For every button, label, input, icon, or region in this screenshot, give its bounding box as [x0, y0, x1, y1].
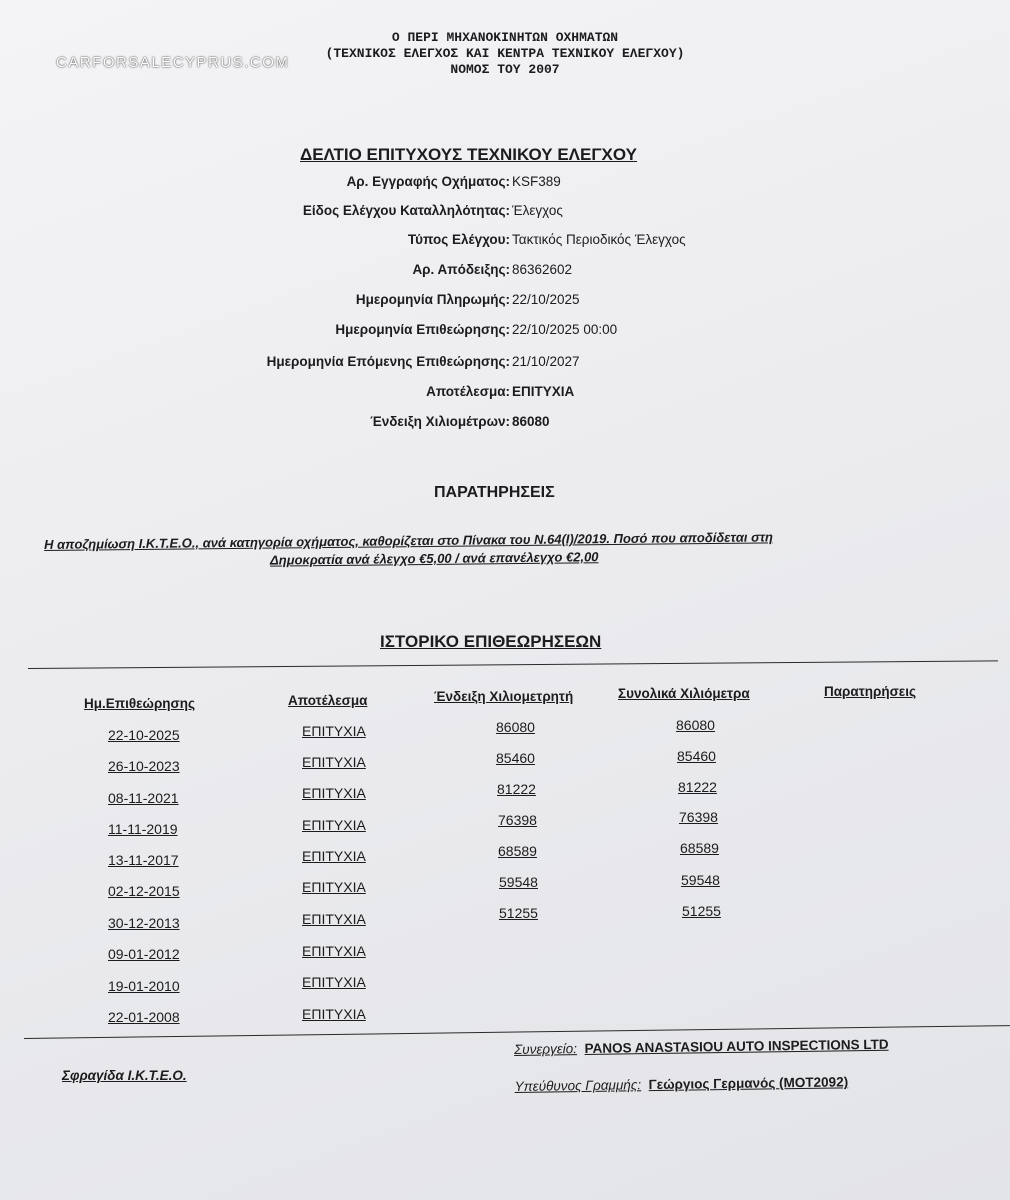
- field-label: Τύπος Ελέγχου:: [407, 232, 510, 247]
- cell-result: ΕΠΙΤΥΧΙΑ: [302, 817, 366, 833]
- column-header: Ένδειξη Χιλιομετρητή: [434, 689, 574, 704]
- fee-notice: [44, 526, 984, 572]
- cell-date: 22-01-2008: [108, 1009, 180, 1025]
- fee-notice-line: Η αποζημίωση Ι.Κ.Τ.Ε.Ο., ανά κατηγορία οχήματος, καθορίζεται στο Πίνακα του Ν.64(Ι)/2019. Ποσό που αποδίδεται στη: [44, 529, 774, 552]
- cell-odometer: 59548: [499, 874, 538, 890]
- cell-total: 86080: [676, 717, 715, 733]
- cell-total: 51255: [682, 903, 721, 919]
- garage-label: Συνεργείο:: [514, 1041, 578, 1057]
- law-header: [280, 30, 730, 78]
- line-manager-name: Γεώργιος Γερμανός (MOT2092): [648, 1074, 849, 1093]
- cell-result: ΕΠΙΤΥΧΙΑ: [302, 848, 366, 864]
- remarks-heading: ΠΑΡΑΤΗΡΗΣΕΙΣ: [434, 484, 555, 501]
- divider: [28, 660, 998, 669]
- cell-odometer: 76398: [498, 812, 537, 828]
- law-header-line: Ο ΠΕΡΙ ΜΗΧΑΝΟΚΙΝΗΤΩΝ ΟΧΗΜΑΤΩΝ: [391, 30, 619, 45]
- cell-date: 13-11-2017: [108, 852, 179, 868]
- field-label: Ημερομηνία Επιθεώρησης:: [335, 322, 510, 337]
- cell-result: ΕΠΙΤΥΧΙΑ: [302, 1006, 366, 1022]
- cell-date: 02-12-2015: [108, 883, 180, 899]
- cell-result: ΕΠΙΤΥΧΙΑ: [302, 879, 366, 895]
- column-header: Παρατηρήσεις: [824, 684, 916, 699]
- cell-total: 76398: [679, 809, 718, 825]
- cell-date: 19-01-2010: [108, 978, 180, 994]
- field-label: Ένδειξη Χιλιομέτρων:: [370, 414, 510, 429]
- cell-odometer: 68589: [498, 843, 537, 859]
- cell-odometer: 86080: [496, 719, 535, 735]
- field-value: 21/10/2027: [512, 354, 580, 369]
- cell-result: ΕΠΙΤΥΧΙΑ: [302, 943, 366, 959]
- field-value: Τακτικός Περιοδικός Έλεγχος: [512, 232, 686, 247]
- watermark: CARFORSALECYPRUS.COM: [56, 54, 290, 71]
- field-value: 86362602: [512, 262, 573, 277]
- inspection-centre-info: [514, 1034, 975, 1096]
- cell-date: 30-12-2013: [108, 915, 180, 931]
- column-header: Αποτέλεσμα: [288, 693, 368, 708]
- cell-total: 59548: [681, 872, 720, 888]
- column-header: Συνολικά Χιλιόμετρα: [618, 686, 750, 701]
- cell-odometer: 81222: [497, 781, 536, 797]
- cell-total: 85460: [677, 748, 716, 764]
- field-value: 22/10/2025 00:00: [512, 322, 618, 337]
- cell-result: ΕΠΙΤΥΧΙΑ: [302, 785, 366, 801]
- cell-result: ΕΠΙΤΥΧΙΑ: [302, 754, 366, 770]
- cell-total: 81222: [678, 779, 717, 795]
- field-value: ΕΠΙΤΥΧΙΑ: [512, 384, 575, 399]
- line-manager: [515, 1071, 975, 1096]
- history-heading: ΙΣΤΟΡΙΚΟ ΕΠΙΘΕΩΡΗΣΕΩΝ: [380, 632, 602, 651]
- field-label: Αρ. Απόδειξης:: [412, 262, 510, 277]
- field-label: Είδος Ελέγχου Καταλληλότητας:: [302, 203, 510, 218]
- column-header: Ημ.Επιθεώρησης: [84, 696, 196, 711]
- field-label: Αποτέλεσμα:: [426, 384, 510, 399]
- line-manager-label: Υπεύθυνος Γραμμής:: [514, 1077, 642, 1094]
- cell-total: 68589: [680, 840, 719, 856]
- field-label: Ημερομηνία Επόμενης Επιθεώρησης:: [266, 354, 510, 369]
- document-title: ΔΕΛΤΙΟ ΕΠΙΤΥΧΟΥΣ ΤΕΧΝΙΚΟΥ ΕΛΕΓΧΟΥ: [300, 145, 637, 164]
- cell-odometer: 85460: [496, 750, 535, 766]
- cell-date: 22-10-2025: [108, 727, 180, 743]
- field-label: Αρ. Εγγραφής Οχήματος:: [346, 174, 510, 189]
- cell-date: 09-01-2012: [108, 946, 180, 962]
- field-value: 22/10/2025: [512, 292, 580, 307]
- field-value: Έλεγχος: [512, 203, 563, 218]
- cell-result: ΕΠΙΤΥΧΙΑ: [302, 974, 366, 990]
- cell-date: 11-11-2019: [108, 821, 178, 837]
- cell-result: ΕΠΙΤΥΧΙΑ: [302, 723, 366, 739]
- field-value: 86080: [512, 414, 550, 429]
- field-label: Ημερομηνία Πληρωμής:: [355, 292, 510, 307]
- stamp-label: Σφραγίδα Ι.Κ.Τ.Ε.Ο.: [62, 1068, 187, 1083]
- cell-odometer: 51255: [499, 905, 538, 921]
- cell-result: ΕΠΙΤΥΧΙΑ: [302, 911, 366, 927]
- fee-notice-line: Δημοκρατία ανά έλεγχο €5,00 / ανά επανέλεγχο €2,00: [269, 549, 599, 568]
- cell-date: 26-10-2023: [108, 758, 180, 774]
- garage-name: PANOS ANASTASIOU AUTO INSPECTIONS LTD: [584, 1036, 889, 1057]
- field-value: KSF389: [512, 174, 561, 189]
- cell-date: 08-11-2021: [108, 790, 179, 806]
- law-header-line: ΝΟΜΟΣ ΤΟΥ 2007: [450, 62, 560, 77]
- law-header-line: (ΤΕΧΝΙΚΟΣ ΕΛΕΓΧΟΣ ΚΑΙ ΚΕΝΤΡΑ ΤΕΧΝΙΚΟΥ ΕΛΕΓΧΟΥ): [325, 46, 685, 61]
